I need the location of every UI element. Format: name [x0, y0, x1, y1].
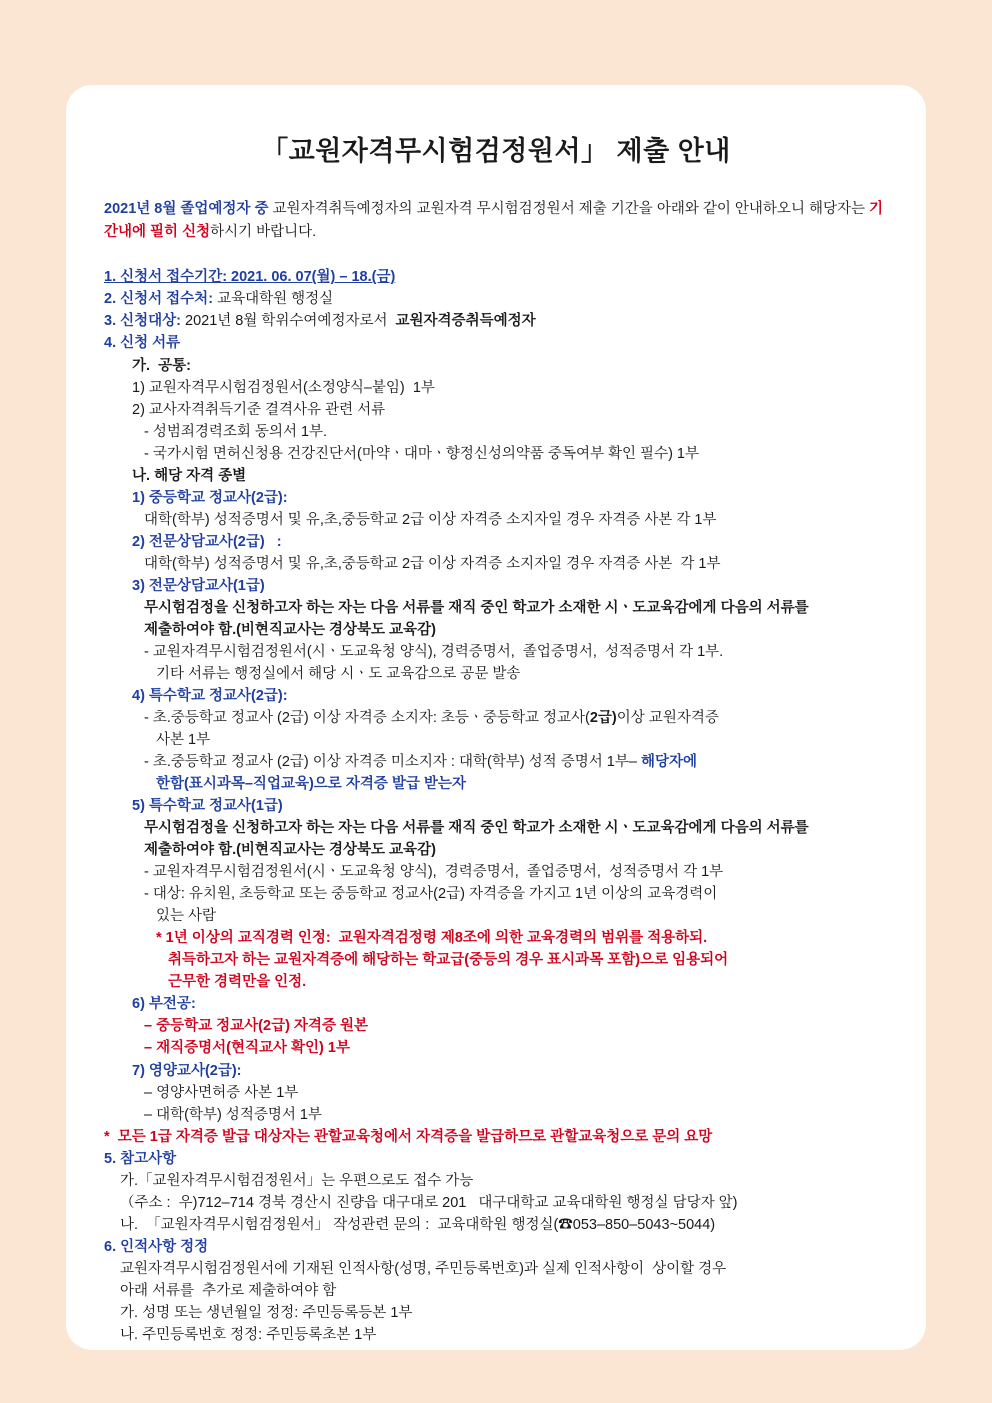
line-segment: 3) 전문상담교사(1급): [132, 577, 265, 594]
line-segment: 6) 부전공:: [132, 996, 196, 1013]
line-segment: 2. 신청서 접수처:: [104, 291, 218, 308]
line-segment: 근무한 경력만을 인정.: [168, 974, 307, 991]
document-line: [144, 597, 888, 619]
line-segment: 한함(표시과목–직업교육)으로 자격증 발급 받는자: [156, 776, 466, 793]
line-segment: - 국가시험 면허신청용 건강진단서(마약ㆍ대마ㆍ향정신성의약품 중독여부 확인 필수) 1부: [144, 445, 699, 462]
document-line: [104, 288, 888, 310]
document-line: [144, 1104, 888, 1126]
line-segment: – 영양사면허증 사본 1부: [144, 1084, 299, 1101]
intro-paragraph: [104, 198, 888, 244]
line-segment: 교육대학원 행정실: [217, 291, 334, 308]
line-segment: - 대상: 유치원, 초등학교 또는 중등학교 정교사(2급) 자격증을 가지고 1년 이상의 교육경력이: [144, 886, 718, 903]
line-segment: 대학(학부) 성적증명서 및 유,초,중등학교 2급 이상 자격증 소지자일 경우 자격증 사본 각 1부: [144, 555, 721, 572]
line-segment: 무시험검정을 신청하고자 하는 자는 다음 서류를 재직 중인 학교가 소재한 시ㆍ도교육감에게 다음의 서류를: [144, 599, 809, 616]
line-segment: – 재직증명서(현직교사 확인) 1부: [144, 1040, 350, 1057]
document-line: [144, 619, 888, 641]
document-line: [144, 1015, 888, 1037]
line-segment: 2) 교사자격취득기준 결격사유 관련 서류: [132, 401, 386, 418]
page-title: 「교원자격무시험검정원서」 제출 안내: [261, 136, 731, 166]
line-segment: 가.「교원자격무시험검정원서」는 우편으로도 접수 가능: [120, 1172, 474, 1189]
document-line: [132, 795, 888, 817]
document-line: [104, 1148, 888, 1170]
document-line: [132, 355, 888, 377]
line-segment: - 성범죄경력조회 동의서 1부.: [144, 423, 328, 440]
document-line: [104, 1126, 888, 1148]
document-line: [120, 1280, 888, 1302]
line-segment: 2) 전문상담교사(2급) :: [132, 533, 282, 550]
document-line: [120, 1324, 888, 1346]
document-line: [132, 993, 888, 1015]
line-segment: 교원자격증취득예정자: [395, 313, 536, 330]
line-segment: 대학(학부) 성적증명서 및 유,초,중등학교 2급 이상 자격증 소지자일 경우 자격증 사본 각 1부: [144, 511, 717, 528]
line-segment: 4) 특수학교 정교사(2급):: [132, 687, 288, 704]
line-segment: - 교원자격무시험검정원서(시ㆍ도교육청 양식), 경력증명서, 졸업증명서, 성적증명서 각 1부: [144, 864, 724, 881]
line-segment: 교원자격무시험검정원서에 기재된 인적사항(성명, 주민등록번호)과 실제 인적사항이 상이할 경우: [120, 1260, 727, 1277]
document-line: [104, 332, 888, 354]
line-segment: 제출하여야 함.(비현직교사는 경상북도 교육감): [144, 621, 436, 638]
document-line: [168, 949, 888, 971]
line-segment: 1) 중등학교 정교사(2급):: [132, 489, 288, 506]
document-page: [66, 85, 926, 1350]
document-line: [144, 1037, 888, 1059]
line-segment: 4. 신청 서류: [104, 335, 181, 352]
line-segment: 나. 해당 자격 종별: [132, 467, 247, 484]
line-segment: - 교원자격무시험검정원서(시ㆍ도교육청 양식), 경력증명서, 졸업증명서, 성적증명서 각 1부.: [144, 643, 724, 660]
document-line: [120, 1192, 888, 1214]
line-segment: 제출하여야 함.(비현직교사는 경상북도 교육감): [144, 842, 436, 859]
line-segment: 2021년 8월 학위수여예정자로서: [185, 313, 396, 330]
document-line: [144, 817, 888, 839]
document-line: [144, 421, 888, 443]
line-segment: 기타 서류는 행정실에서 해당 시ㆍ도 교육감으로 공문 발송: [156, 665, 521, 682]
line-segment: 2급): [589, 710, 617, 726]
document-body: [104, 266, 888, 1346]
document-line: [156, 905, 888, 927]
line-segment: - 초.중등학교 정교사 (2급) 이상 자격증 소지자: 초등ㆍ중등학교 정교사(: [144, 710, 590, 726]
line-segment: 무시험검정을 신청하고자 하는 자는 다음 서류를 재직 중인 학교가 소재한 시ㆍ도교육감에게 다음의 서류를: [144, 820, 809, 837]
line-segment: 1) 교원자격무시험검정원서(소정양식–붙임) 1부: [132, 379, 435, 396]
document-line: [144, 1082, 888, 1104]
line-segment: 7) 영양교사(2급):: [132, 1062, 242, 1079]
line-segment: - 초.중등학교 정교사 (2급) 이상 자격증 미소지자 : 대학(학부) 성적 증명서 1부–: [144, 754, 641, 771]
document-line: [132, 465, 888, 487]
line-segment: * 1년 이상의 교직경력 인정: 교원자격검정령 제8조에 의한 교육경력의 범위를 적용하되.: [156, 930, 708, 947]
line-segment: 취득하고자 하는 교원자격증에 해당하는 학교급(중등의 경우 표시과목 포함)으로 임용되어: [168, 952, 729, 969]
line-segment: （주소 : 우)712–714 경북 경산시 진량읍 대구대로 201 대구대학교 교육대학원 행정실 담당자 앞): [120, 1194, 738, 1211]
line-segment: 이상 교원자격증: [616, 710, 719, 726]
document-line: [144, 641, 888, 663]
document-line: [120, 1170, 888, 1192]
document-line: [144, 443, 888, 465]
document-line: [120, 1302, 888, 1324]
line-segment: 3. 신청대상:: [104, 313, 186, 330]
document-line: [156, 927, 888, 949]
line-segment: 사본 1부: [156, 732, 211, 749]
intro-tail: 하시기 바랍니다.: [210, 224, 317, 241]
line-segment: 해당자에: [640, 754, 697, 771]
document-line: [144, 553, 888, 575]
line-segment: 나. 「교원자격무시험검정원서」 작성관련 문의 : 교육대학원 행정실(☎053–850–5043~5044): [120, 1216, 716, 1233]
document-line: [168, 971, 888, 993]
document-line: [144, 861, 888, 883]
line-segment: 있는 사람: [156, 908, 217, 925]
document-line: [144, 707, 888, 729]
line-segment: 나. 주민등록번호 정정: 주민등록초본 1부: [120, 1326, 377, 1343]
document-line: [144, 883, 888, 905]
document-line: [120, 1214, 888, 1236]
line-segment: * 모든 1급 자격증 발급 대상자는 관할교육청에서 자격증을 발급하므로 관할교육청으로 문의 요망: [104, 1128, 713, 1145]
line-segment: 가. 성명 또는 생년월일 정정: 주민등록등본 1부: [120, 1304, 413, 1321]
intro-mid: 교원자격취득예정자의 교원자격 무시험검정원서 제출 기간을 아래와 같이 안내하오니 해당자는: [268, 201, 870, 217]
document-line: [104, 266, 888, 288]
line-segment: 5. 참고사항: [104, 1150, 177, 1167]
line-segment: 5) 특수학교 정교사(1급): [132, 798, 283, 815]
document-line: [132, 377, 888, 399]
document-line: [132, 531, 888, 553]
intro-emphasis: 기간내에 필히 신청: [104, 201, 884, 241]
line-segment: 아래 서류를 추가로 제출하여야 함: [120, 1282, 337, 1299]
document-line: [132, 399, 888, 421]
line-segment: 6. 인적사항 정정: [104, 1238, 209, 1255]
document-line: [132, 685, 888, 707]
line-segment: – 대학(학부) 성적증명서 1부: [144, 1106, 322, 1123]
line-segment: – 중등학교 정교사(2급) 자격증 원본: [144, 1018, 368, 1035]
document-line: [104, 1236, 888, 1258]
intro-lead: 2021년 8월 졸업예정자 중: [104, 201, 269, 217]
document-line: [104, 310, 888, 332]
document-line: [132, 487, 888, 509]
document-line: [132, 575, 888, 597]
document-line: [156, 663, 888, 685]
line-segment: 1. 신청서 접수기간: 2021. 06. 07(월) – 18.(금): [104, 269, 396, 286]
document-line: [156, 773, 888, 795]
document-line: [132, 1060, 888, 1082]
line-segment: 가. 공통:: [132, 357, 191, 374]
document-line: [144, 509, 888, 531]
document-line: [144, 751, 888, 773]
document-line: [144, 839, 888, 861]
document-line: [156, 729, 888, 751]
document-line: [120, 1258, 888, 1280]
